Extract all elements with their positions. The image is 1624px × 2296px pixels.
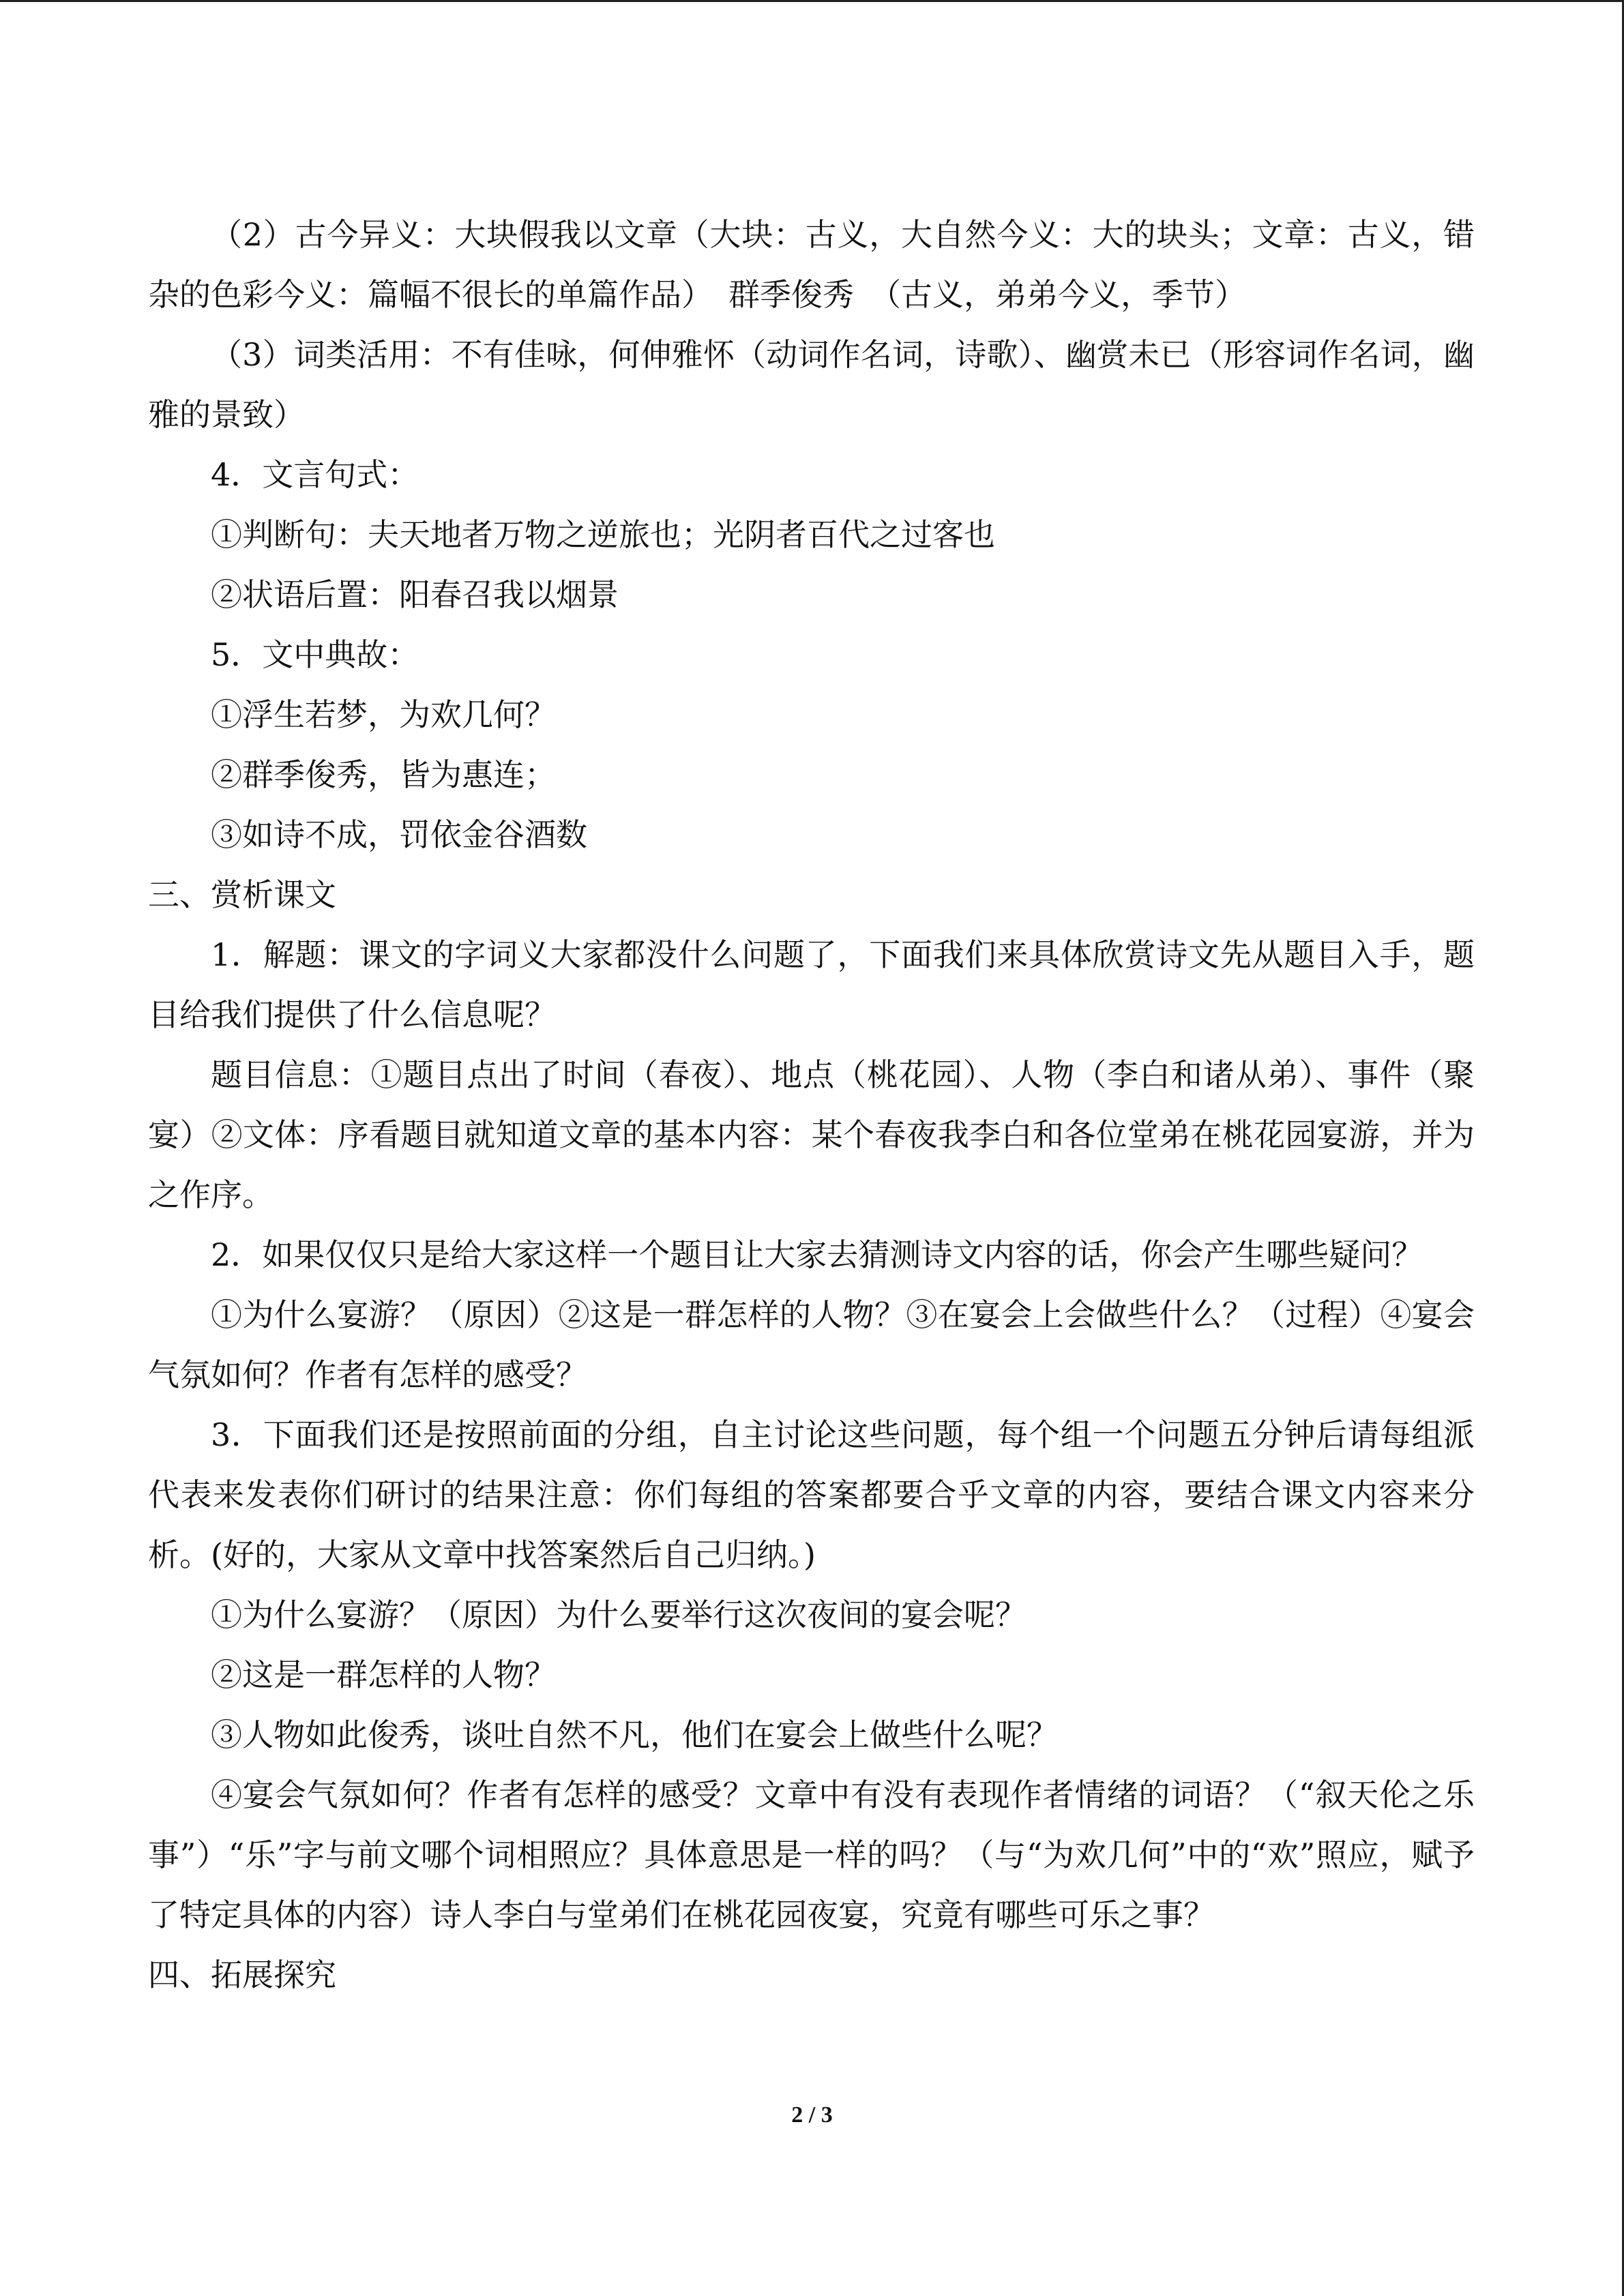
item-allusion-1: ①浮生若梦，为欢几何？	[211, 696, 556, 733]
item-question-2: ②这是一群怎样的人物？	[211, 1656, 556, 1693]
page-number: 2 / 3	[791, 2102, 833, 2128]
top-border	[0, 0, 1624, 2]
item-question-3: ③人物如此俊秀，谈吐自然不凡，他们在宴会上做些什么呢？	[211, 1716, 1058, 1753]
heading-sentence-patterns: 4．文言句式：	[211, 456, 419, 493]
item-allusion-2: ②群季俊秀，皆为惠连；	[211, 756, 556, 793]
heading-allusions: 5．文中典故：	[211, 636, 419, 673]
item-allusion-3: ③如诗不成，罚依金谷酒数	[211, 816, 587, 853]
item-question-4: ④宴会气氛如何？作者有怎样的感受？文章中有没有表现作者情绪的词语？（“叙天伦之乐事”）“乐”字与前文哪个词相照应？具体意思是一样的吗？（与“为欢几何”中的“欢”照应，赋予了特定具体的内容）诗人李白与堂弟们在桃花园夜宴，究竟有哪些可乐之事？	[148, 1776, 1475, 1933]
paragraph-group-discussion: 3．下面我们还是按照前面的分组，自主讨论这些问题，每个组一个问题五分钟后请每组派代表来发表你们研讨的结果注意：你们每组的答案都要合乎文章的内容，要结合课文内容来分析。(好的，大家从文章中找答案然后自己归纳。)	[148, 1416, 1475, 1573]
item-question-1: ①为什么宴游？（原因）为什么要举行这次夜间的宴会呢？	[211, 1596, 1027, 1633]
paragraph-question-list: ①为什么宴游？（原因）②这是一群怎样的人物？③在宴会上会做些什么？（过程）④宴会气氛如何？作者有怎样的感受？	[148, 1296, 1475, 1393]
paragraph-questions-prompt: 2．如果仅仅只是给大家这样一个题目让大家去猜测诗文内容的话，你会产生哪些疑问？	[211, 1236, 1423, 1273]
section-heading-appreciation: 三、赏析课文	[148, 876, 336, 913]
paragraph-title-info: 题目信息：①题目点出了时间（春夜）、地点（桃花园）、人物（李白和诸从弟）、事件（聚宴）②文体：序看题目就知道文章的基本内容：某个春夜我李白和各位堂弟在桃花园宴游，并为之作序。	[148, 1056, 1475, 1213]
paragraph-ancient-modern-meaning: （2）古今异义：大块假我以文章（大块：古义，大自然今义：大的块头；文章：古义，错杂的色彩今义：篇幅不很长的单篇作品） 群季俊秀 （古义，弟弟今义，季节）	[148, 216, 1475, 313]
item-judgment-sentence: ①判断句：夫天地者万物之逆旅也；光阴者百代之过客也	[211, 516, 995, 553]
item-adverbial-postposition: ②状语后置：阳春召我以烟景	[211, 576, 619, 613]
document-body	[148, 205, 1475, 2005]
paragraph-word-class-usage: （3）词类活用：不有佳咏，何伸雅怀（动词作名词，诗歌）、幽赏未已（形容词作名词，幽雅的景致）	[148, 336, 1475, 433]
section-heading-extension: 四、拓展探究	[148, 1956, 336, 1993]
paragraph-title-analysis: 1．解题：课文的字词义大家都没什么问题了，下面我们来具体欣赏诗文先从题目入手，题目给我们提供了什么信息呢？	[148, 936, 1475, 1033]
